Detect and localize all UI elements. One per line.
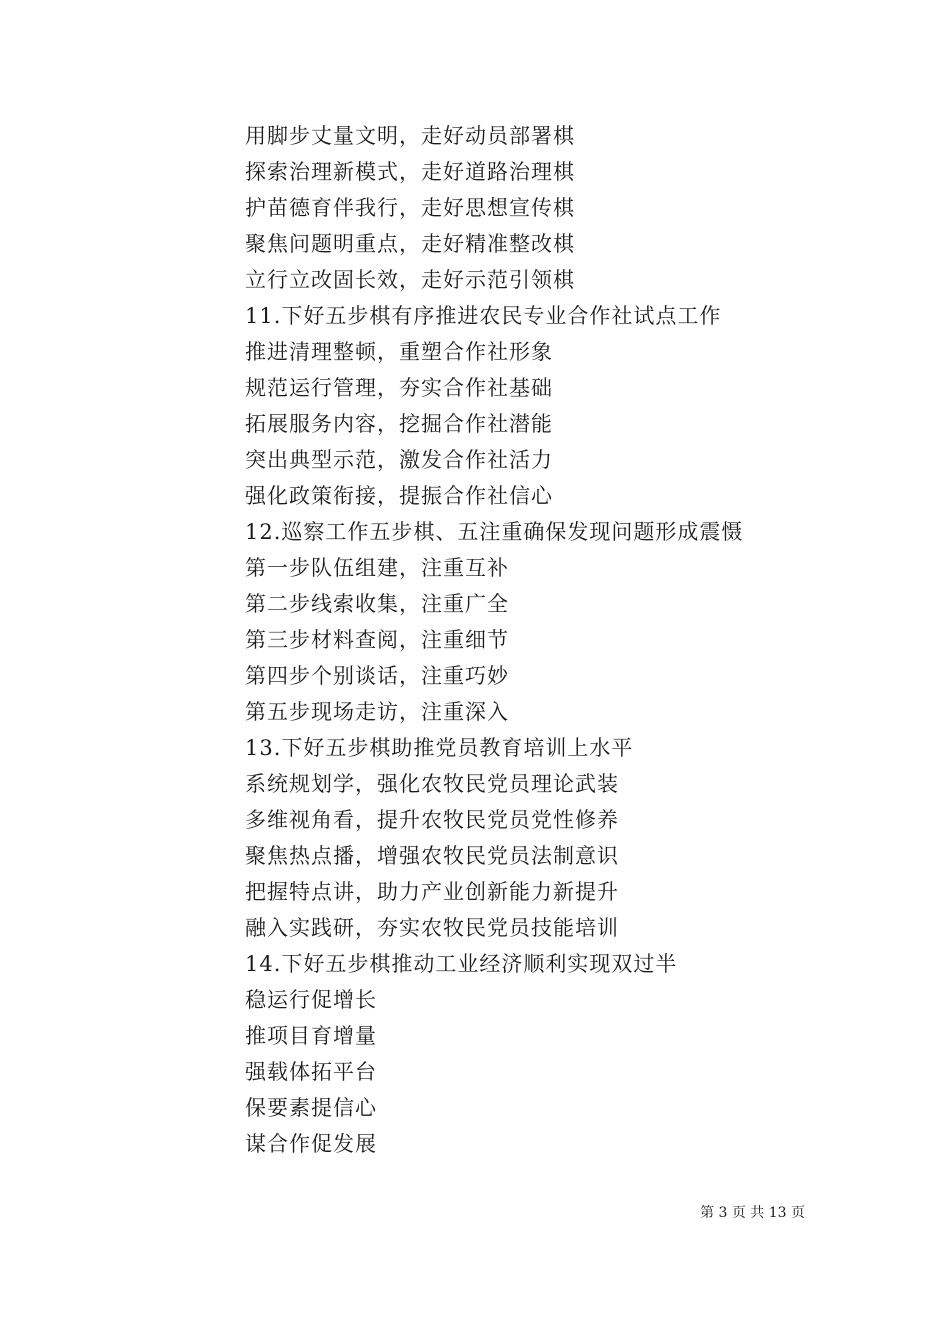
text-line: 立行立改固长效，走好示范引领棋 [245,268,575,292]
section-heading: 12.巡察工作五步棋、五注重确保发现问题形成震慑 [245,520,744,544]
text-line: 聚焦热点播，增强农牧民党员法制意识 [245,844,619,868]
text-line: 护苗德育伴我行，走好思想宣传棋 [245,196,575,220]
text-line: 推项目育增量 [245,1024,377,1048]
text-line: 系统规划学，强化农牧民党员理论武装 [245,772,619,796]
text-line: 第二步线索收集，注重广全 [245,592,509,616]
section-heading: 11.下好五步棋有序推进农民专业合作社试点工作 [245,304,722,328]
text-line: 推进清理整顿，重塑合作社形象 [245,340,553,364]
text-line: 强化政策衔接，提振合作社信心 [245,484,553,508]
text-line: 突出典型示范，激发合作社活力 [245,448,553,472]
text-line: 用脚步丈量文明，走好动员部署棋 [245,124,575,148]
text-line: 第一步队伍组建，注重互补 [245,556,509,580]
document-body [245,118,865,1162]
section-heading: 13.下好五步棋助推党员教育培训上水平 [245,736,634,760]
text-line: 第三步材料查阅，注重细节 [245,628,509,652]
text-line: 规范运行管理，夯实合作社基础 [245,376,553,400]
text-line: 谋合作促发展 [245,1132,377,1156]
text-line: 拓展服务内容，挖掘合作社潜能 [245,412,553,436]
text-line: 稳运行促增长 [245,988,377,1012]
text-line: 探索治理新模式，走好道路治理棋 [245,160,575,184]
text-line: 强载体拓平台 [245,1060,377,1084]
text-line: 把握特点讲，助力产业创新能力新提升 [245,880,619,904]
text-line: 聚焦问题明重点，走好精准整改棋 [245,232,575,256]
text-line: 多维视角看，提升农牧民党员党性修养 [245,808,619,832]
section-heading: 14.下好五步棋推动工业经济顺利实现双过半 [245,952,678,976]
text-line: 第五步现场走访，注重深入 [245,700,509,724]
page-number: 第 3 页 共 13 页 [700,1205,805,1221]
text-line: 融入实践研，夯实农牧民党员技能培训 [245,916,619,940]
text-line: 第四步个别谈话，注重巧妙 [245,664,509,688]
text-line: 保要素提信心 [245,1096,377,1120]
